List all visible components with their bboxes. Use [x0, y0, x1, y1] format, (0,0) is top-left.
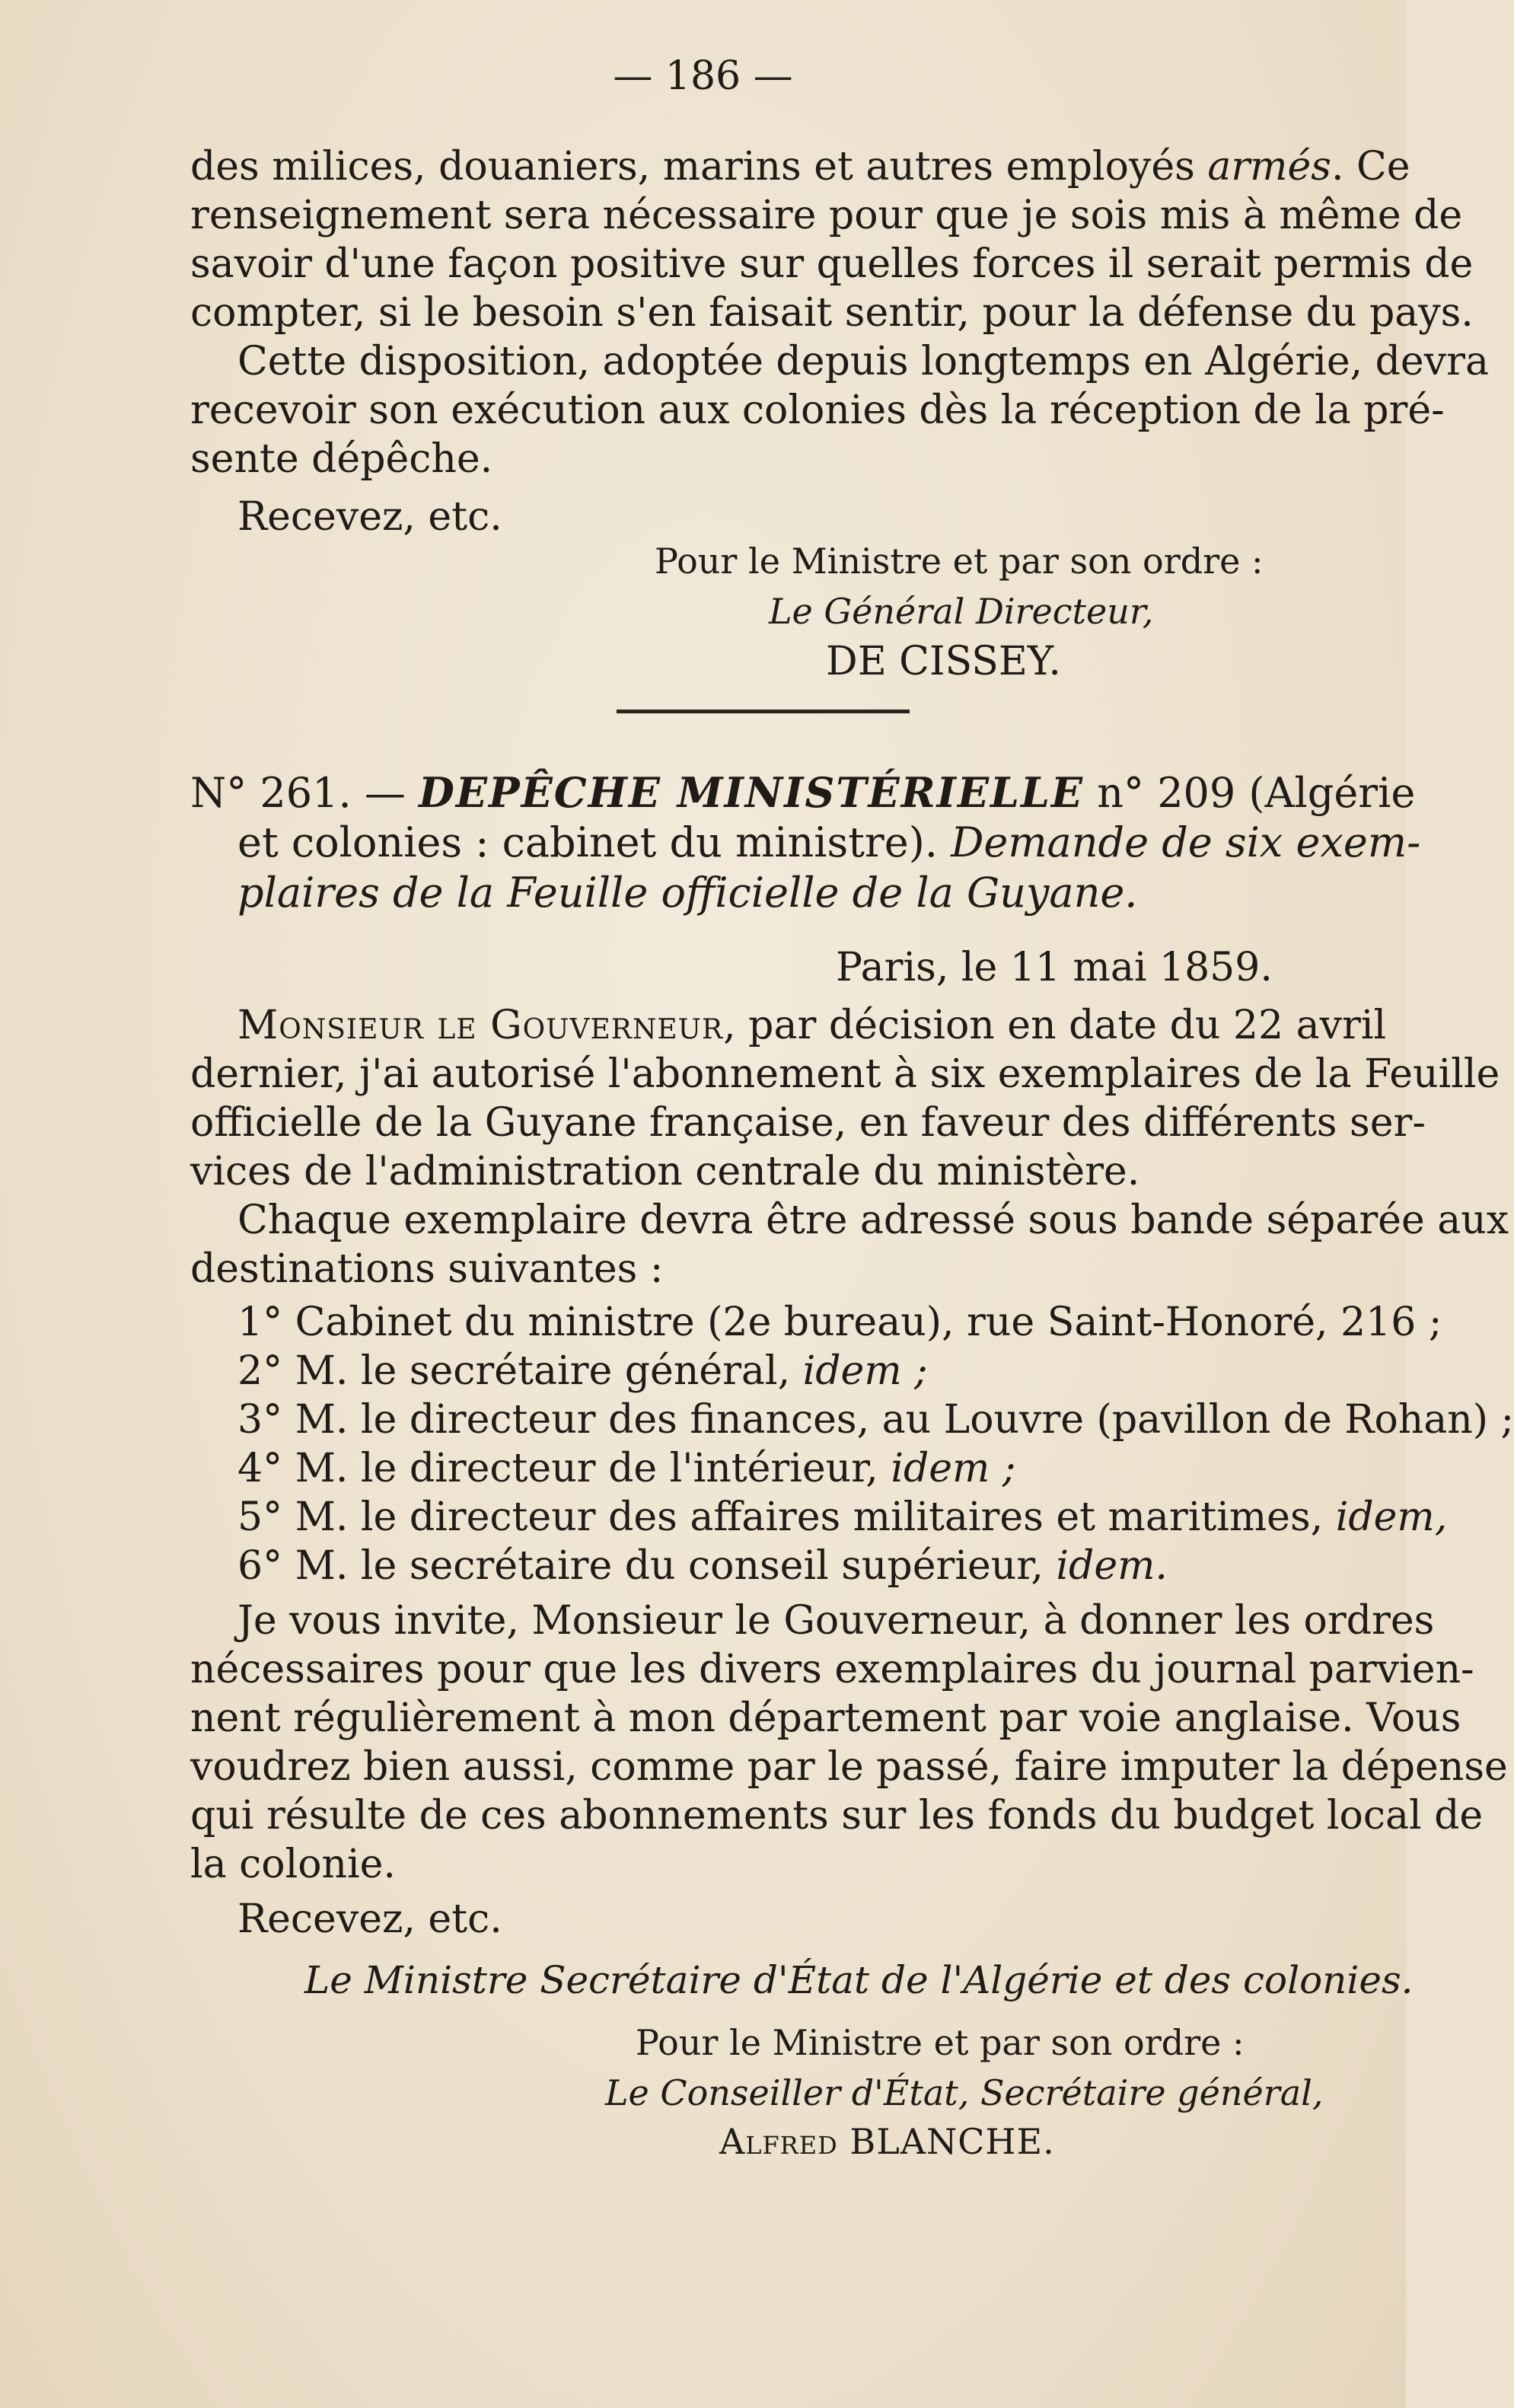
text-line: savoir d'une façon positive sur quelles forces il serait permis de: [190, 241, 1474, 287]
text-line: recevoir son exécution aux colonies dès la réception de la pré-: [190, 388, 1445, 433]
dispatch-date: Paris, le 11 mai 1859.: [836, 945, 1273, 990]
text-line: destinations suivantes :: [190, 1246, 664, 1292]
text-line: des milices, douaniers, marins et autres employés armés. Ce: [190, 144, 1410, 190]
text-line: renseignement sera nécessaire pour que je sois mis à même de: [190, 193, 1463, 238]
text-line: sente dépêche.: [190, 436, 493, 482]
text-line: qui résulte de ces abonnements sur les fonds du budget local de: [190, 1793, 1484, 1839]
page-number: — 186 —: [613, 53, 793, 99]
text-line: nent régulièrement à mon département par voie anglaise. Vous: [190, 1695, 1461, 1741]
dispatch-heading: N° 261. — DEPÊCHE MINISTÉRIELLE n° 209 (Algérie: [190, 768, 1416, 817]
salutation: Monsieur le Gouverneur: [237, 1003, 724, 1048]
text-line: voudrez bien aussi, comme par le passé, faire imputer la dépense: [190, 1744, 1508, 1790]
text-line: Je vous invite, Monsieur le Gouverneur, à donner les ordres: [237, 1598, 1435, 1644]
section-divider: [617, 710, 910, 713]
text-line: Cette disposition, adoptée depuis longtemps en Algérie, devra: [237, 339, 1489, 384]
list-item: 3° M. le directeur des finances, au Louvre (pavillon de Rohan) ;: [237, 1397, 1514, 1443]
text-line: la colonie.: [190, 1842, 396, 1887]
signature-order: Pour le Ministre et par son ordre :: [636, 2022, 1245, 2063]
text-line: nécessaires pour que les divers exemplaires du journal parvien-: [190, 1647, 1474, 1692]
text-line: dernier, j'ai autorisé l'abonnement à six exemplaires de la Feuille: [190, 1051, 1500, 1097]
list-item: 6° M. le secrétaire du conseil supérieur, idem.: [237, 1543, 1168, 1589]
closing-text: Recevez, etc.: [237, 494, 502, 540]
signature-title: Le Général Directeur,: [769, 591, 1154, 632]
minister-title: Le Ministre Secrétaire d'État de l'Algérie et des colonies.: [304, 1958, 1414, 2002]
dispatch-heading-line2: et colonies : cabinet du ministre). Demande de six exem-: [237, 818, 1421, 866]
signature-name: Alfred BLANCHE.: [719, 2121, 1055, 2162]
signature-name: DE CISSEY.: [826, 639, 1061, 684]
closing-text: Recevez, etc.: [237, 1896, 502, 1942]
dispatch-heading-line3: plaires de la Feuille officielle de la Guyane.: [237, 869, 1138, 917]
list-item: 5° M. le directeur des affaires militaires et maritimes, idem,: [237, 1494, 1448, 1540]
text-line: compter, si le besoin s'en faisait sentir, pour la défense du pays.: [190, 290, 1474, 336]
list-item: 1° Cabinet du ministre (2e bureau), rue Saint-Honoré, 216 ;: [237, 1300, 1442, 1345]
text-line: officielle de la Guyane française, en faveur des différents ser-: [190, 1100, 1426, 1146]
signature-order: Pour le Ministre et par son ordre :: [655, 541, 1264, 582]
text-line: Chaque exemplaire devra être adressé sous bande séparée aux: [237, 1198, 1509, 1243]
text-line: vices de l'administration centrale du ministère.: [190, 1149, 1140, 1194]
list-item: 4° M. le directeur de l'intérieur, idem ;: [237, 1446, 1016, 1491]
text-line: Monsieur le Gouverneur, par décision en date du 22 avril: [237, 1003, 1387, 1048]
signature-title: Le Conseiller d'État, Secrétaire général,: [605, 2072, 1324, 2113]
list-item: 2° M. le secrétaire général, idem ;: [237, 1348, 928, 1394]
